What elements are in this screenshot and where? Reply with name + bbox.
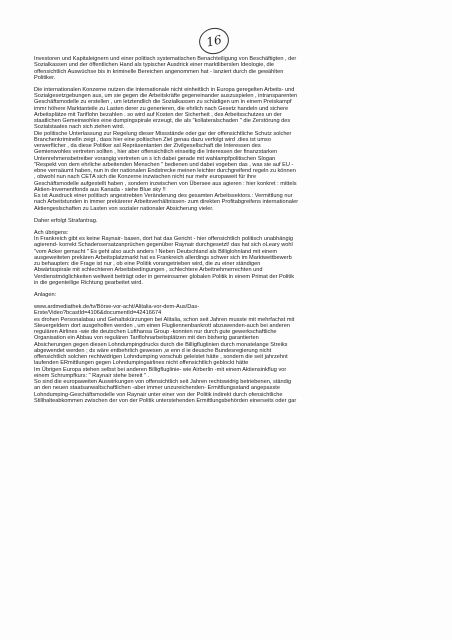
paragraph-konzerne: Die internationalen Konzerne nutzen die internationale nicht einheitlich in Europa geregelten Arbeits- und Sozialgesetzgebungen aus, um sie gegen die Arbeitskräfte gegeneinander auszuspielen , intransparenten Geschäftsmodelle zu erstellen , um letztendlich die Sozialkassen zu schädigen um in einem Preiskampf immr höhere Marktanteile zu Lasten derer zu generieren, die ehrlich nach Gesetz handeln und sichere Arbeitsplätze mit Tariflohn bezahlen . so wird auf Kosten der Sicherheit , des Arbeitsschutzes un der staatlichen Gemeinwohles eine dumpingspirale erzeugt, die als "kollateralschaden " die Zerstörung des Sozialstaates nach sich ziehen wird. Die politische Unterlassung zur Regelung dieser Missstände oder gar der offensichtliche Schutz solcher Branchenkriminelln zeigt , dass hier eine poltischen Ziel genau dazu verfolgt wird .dies ist umso verwerflicher , da diese Politker asl Repräsentanten der Zivilgesellschaft die Interessen des Gemienwohles vertreten sollten , hier aber offensichtlich einseitig die Interessen der finanzstarken Untenrehmensbetreiber vorangig vertreten un s ich dabei gerade mit wahlampfpolitischen Slogan "Respekt von dem ehrliche arbeitenden Menschen " bedienen und dabei vogeben das , was sie auf EU - ebne verraäumt haben, nun in der nationalen Endstrecke meinen leichter durchgreifend regeln zu können , obwohl nun nach CETA sich die Konzerne inzwischen nicht nur mehr europaweit für ihre Geschäftsmodelle aufgestellt haben , sondern inzwischen von Übersee aus agieren : hier konkret : mittels Aktien-Invementfonds aus Kanada - siehe Blue sky !! Es ist Ausdruck einer politisch angestrebten Veränderung des gesamten Arbeitssektors.: Vermittlung nur nach Arbeitstunden in immer prekärerer Arbeitsverhältnissen- zum direkten Profitabgreifens internationaler Aktiengeslschaften zu Lasten von sozialer nationaler Absicherung vieler. [34,86,299,212]
paragraph-investoren: Investoren und Kapitaleignern und einer politisch systematischen Benachteiligung von Beschäftigten , der Sozialkassen und der öffentlichen Hand als typischer Ausdrick einer marktliberslen Ideologie, die offensichtlich Auswüchse bis in kriminelle Bereichen angenommen hat - lanziert durch die gewählten Politiker. [34,56,297,81]
mediathek-link[interactable]: www.ardmediathek.de/tv/Börse-vor-acht/Alitalia-vor-dem-Aus/Das- Erste/Video?bcastId=4106&documentId=42416674 [34,304,200,317]
paragraph-strafantrag: Daher erfolgt Strafantrag. [34,217,98,224]
handwritten-page-number: 16 [197,25,232,57]
paragraph-anlagen: Anlagen: [34,292,57,299]
paragraph-alitalia: es drohen Personalabau und Gehaltskürzungen bei Alitalia, schon seit Jahren musste mit mehrfachst mit Steuergeldern dort ausgeholfen werden , um einen Flugliennenbankrott abzuwenden-auch bei anderen regulären Airlines -wie die deutschen Lufthansa Group -konnten nur durch gute gewerkschaftliche Organisation ein Abbau von regulären Tariflohnarbeitsplätzen mit den bisherig garantierten Absicherungen gegen diesen Lohndumpingdrucks durch die Billigfluglinien durch monatelange Streiks abgewendet werden ; ds wäre entbehrlich gewesen ,w enn d ie deusche Bundesregierung nicht offensichtlich solchen rechtwidrigen Lohndumping vorschub geleistet hätte , sondern die seit jahrzehnt laufenden ERmittlungen gegen Lohndumpingairlines nicht offensichtlich geblockt hätte Im Übrigen Europa stehen selbst bei anderen Billigfluglinie- wie Airberlin -mit einem Aktiensinkflug vor einem Schrumpfkurs: " Raynair stehe bereit " . So sind die europaweiten Auswirkungen von offensichtlich seit Jahren rechtswidrig betriebenen, ständig an den neuen staatsanwaltschaftlichen -aber immer unzureichenden- Ermittlungsstand angepasste Lohndumping-Geschäftsmodelle von Raynair unter einer von der Politik indirekt durch ofensichtliche Stillhalteabkommen zwischen der von der Politik unterstehenden Ermittlungsbehörden einerseits oder gar [34,316,297,404]
paragraph-frankreich: Ach übrigens: In Frankreich gibt es keine Raynair- basen, dort hat das Gericht - hier offensichtlich politisch unabhängig agierend- korrekt Schadensersatzanprüchen gegenüber Raynair durchgesetzt! das hat sich oLeary wohl "vom Acker gemacht " Es geht also auch anders ! Neben Deutschland als Billiglohnland mit einem ausgeweiteten prekären Arbeitsplatzmarkt hat es Frankreich allerdings schwer sich im Marktwettbewerb zu behaupten: die Frage ist nur , ob eine Politik vorangetrieben wird, die zu einer ständigen Abwärtsspirale mit schlechteren Arbeitsbedingungen , schlechtere Arbeitnehmerrechten und Verdienstmöglichkeiten weltweit beiträgt oder in gemeinsamer globalen Politik in einem Primat der Politik in die gegenteilige Richtung gearbeitet wird. [34,229,295,286]
body-text [34,56,420,410]
